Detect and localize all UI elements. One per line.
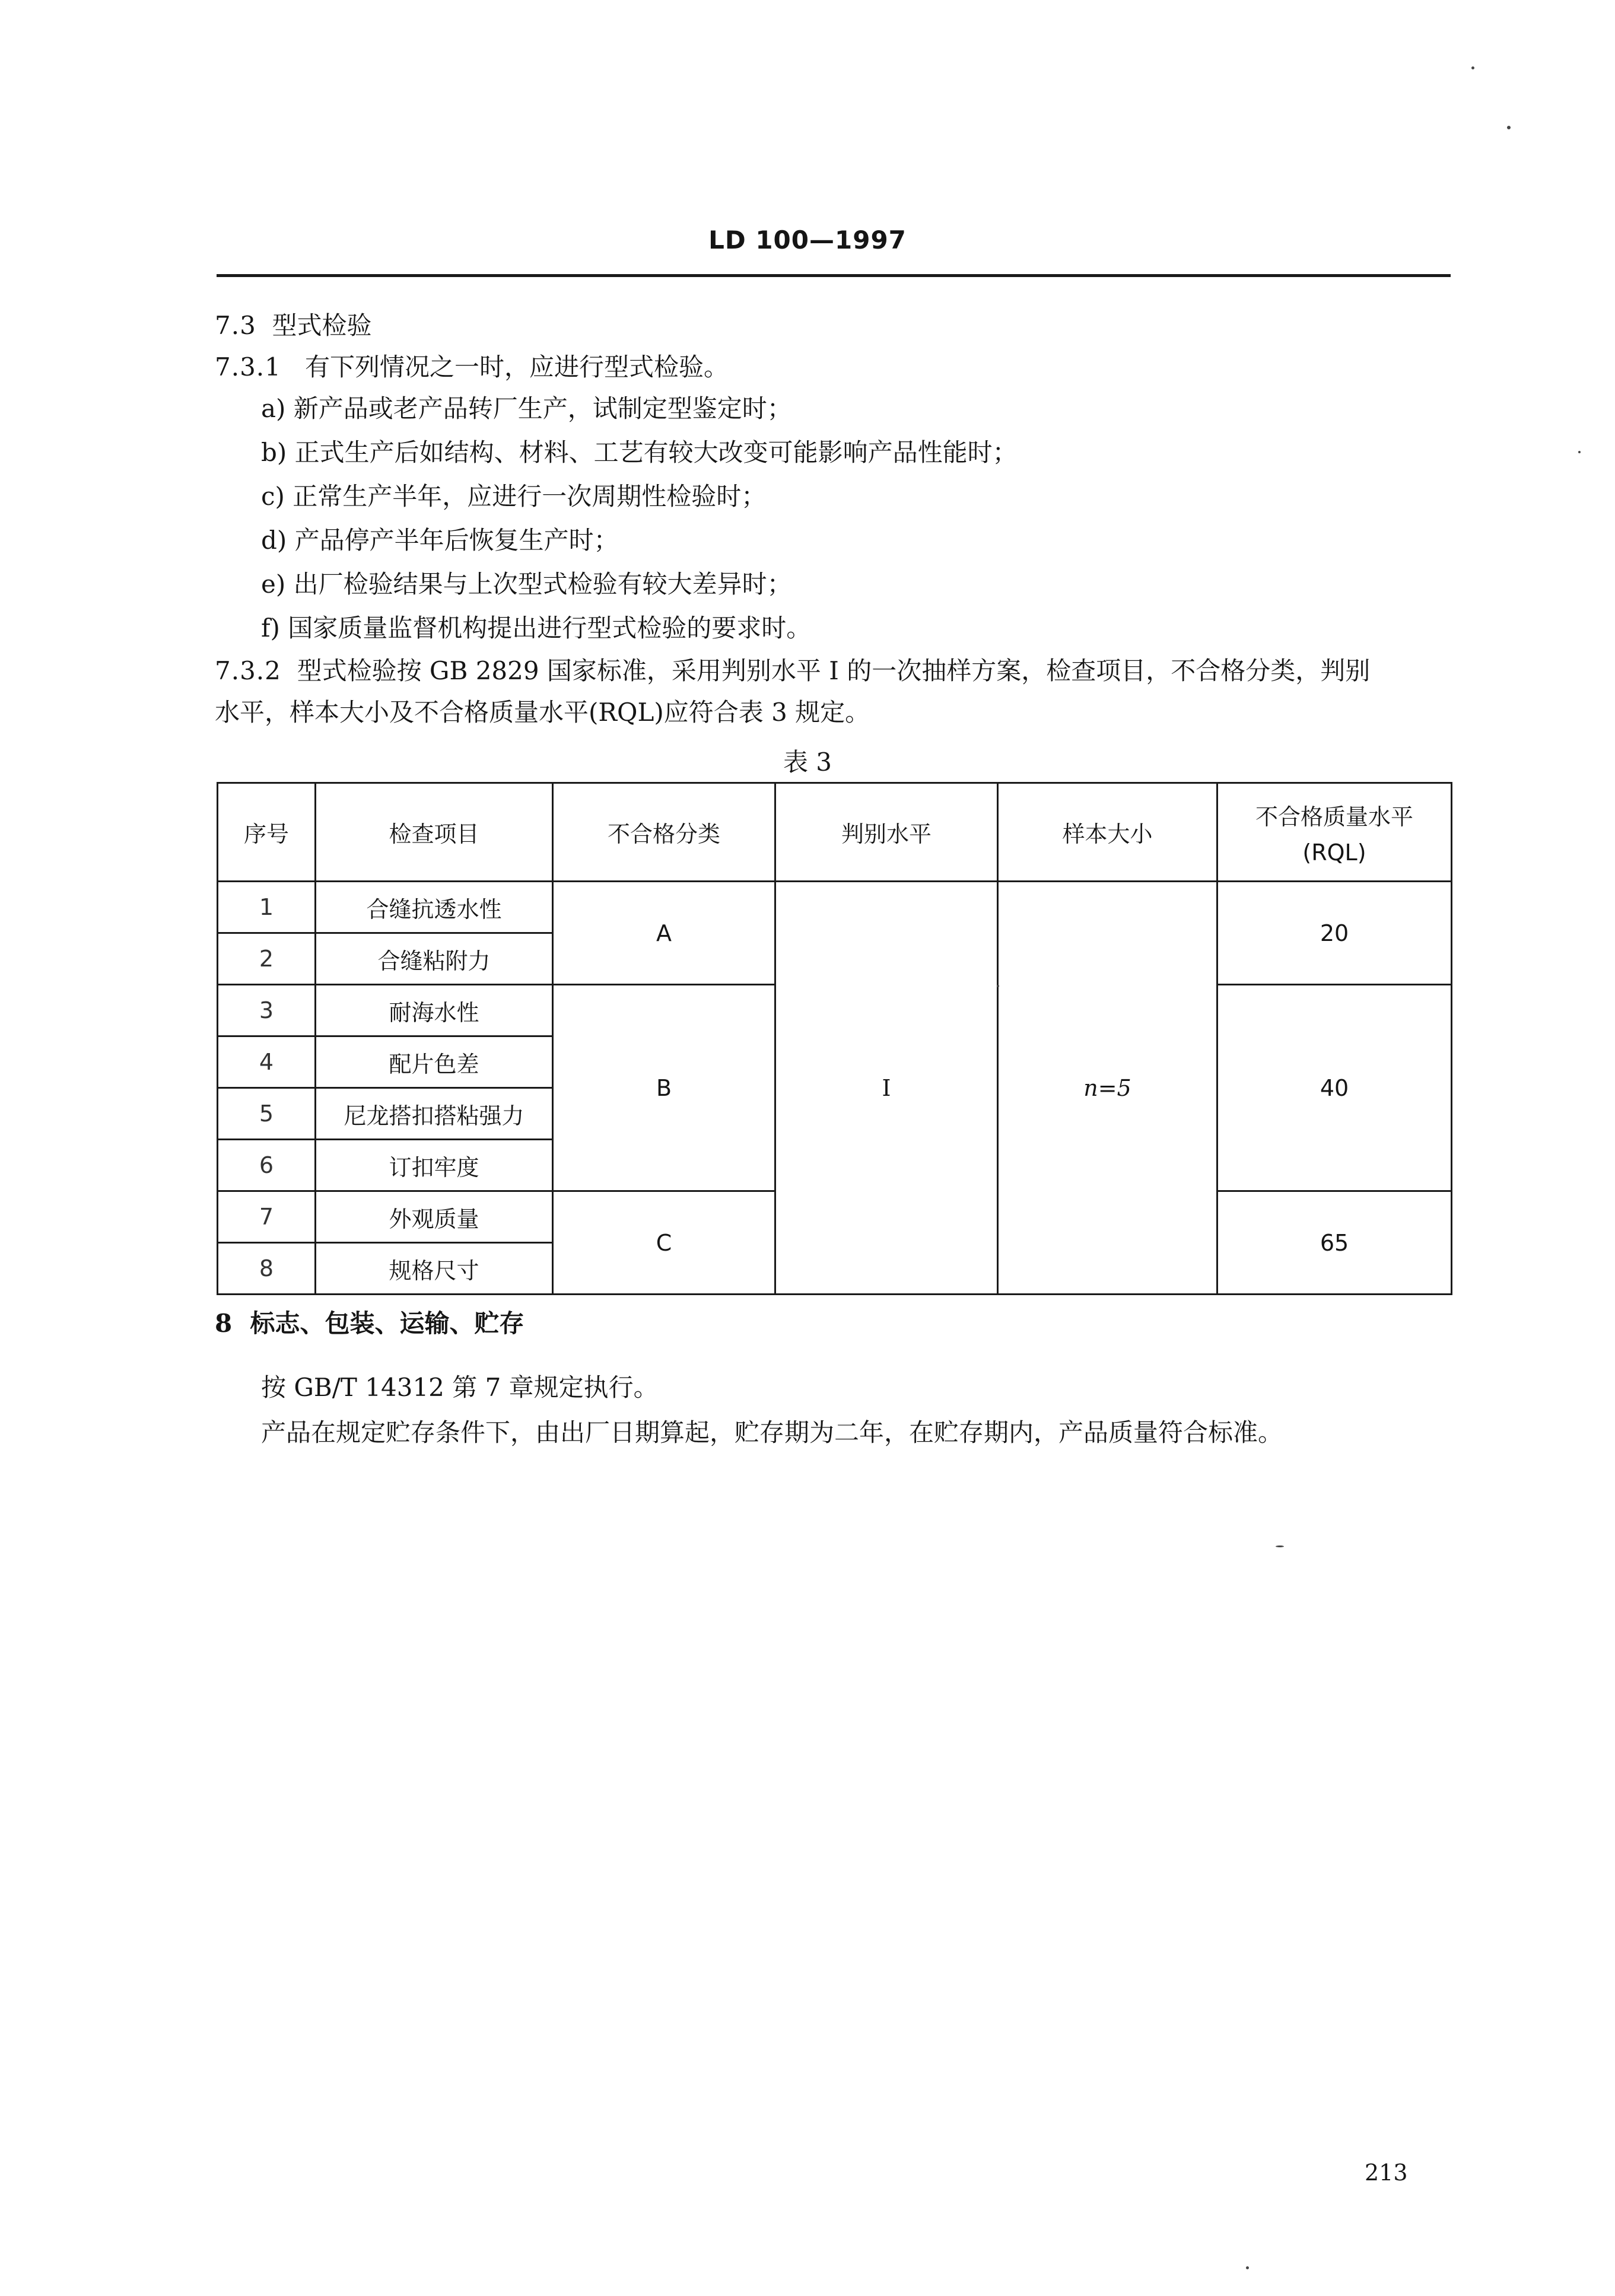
list-label: a) — [261, 394, 286, 423]
list-item-e — [261, 572, 792, 597]
header-sample: 样本大小 — [998, 783, 1217, 882]
list-label: c) — [261, 482, 285, 511]
list-text: 正式生产后如结构、材料、工艺有较大改变可能影响产品性能时； — [294, 438, 1018, 467]
list-item-a — [261, 396, 792, 421]
scan-speck — [1276, 1545, 1284, 1547]
list-text: 正常生产半年，应进行一次周期性检验时； — [293, 482, 767, 511]
table-caption: 表 3 — [783, 748, 832, 777]
row-seq: 3 — [218, 985, 316, 1036]
section-7-3-2-line1 — [215, 656, 1371, 685]
row-seq: 1 — [218, 882, 316, 933]
scan-speck — [1471, 66, 1474, 69]
inspection-table — [217, 782, 1452, 1295]
row-item: 合缝粘附力 — [316, 933, 553, 985]
section-text: 型式检验按 GB 2829 国家标准，采用判别水平 Ⅰ 的一次抽样方案，检查项目，不合格分类，判别 — [297, 656, 1371, 685]
header-rql — [1217, 783, 1452, 882]
section-8-para1: 按 GB/T 14312 第 7 章规定执行。 — [261, 1373, 659, 1402]
list-label: e) — [261, 570, 286, 599]
level-cell: Ⅰ — [775, 882, 998, 1295]
row-item: 外观质量 — [316, 1191, 553, 1243]
section-number: 7.3.2 — [215, 656, 281, 685]
list-label: b) — [261, 438, 287, 467]
row-item: 尼龙搭扣搭粘强力 — [316, 1088, 553, 1140]
section-title: 标志、包装、运输、贮存 — [250, 1309, 524, 1338]
header-category: 不合格分类 — [553, 783, 775, 882]
header-level: 判别水平 — [775, 783, 998, 882]
list-text: 出厂检验结果与上次型式检验有较大差异时； — [293, 570, 792, 599]
list-item-b — [261, 440, 1018, 465]
header-seq: 序号 — [218, 783, 316, 882]
row-seq: 8 — [218, 1243, 316, 1295]
standard-code: LD 100—1997 — [708, 225, 907, 255]
list-text: 产品停产半年后恢复生产时； — [294, 526, 619, 555]
category-cell: A — [553, 882, 775, 985]
section-number: 7.3.1 — [215, 352, 281, 381]
row-seq: 5 — [218, 1088, 316, 1140]
scan-speck — [1507, 126, 1511, 129]
list-item-d — [261, 528, 619, 553]
row-item: 规格尺寸 — [316, 1243, 553, 1295]
category-cell: C — [553, 1191, 775, 1295]
scan-speck — [997, 985, 999, 987]
sample-cell — [998, 882, 1217, 1295]
category-cell: B — [553, 985, 775, 1191]
row-seq: 2 — [218, 933, 316, 985]
list-item-f — [261, 613, 812, 643]
header-item: 检查项目 — [316, 783, 553, 882]
list-text: 国家质量监督机构提出进行型式检验的要求时。 — [288, 613, 812, 643]
row-item: 配片色差 — [316, 1036, 553, 1088]
scan-speck — [1246, 2266, 1249, 2269]
rql-cell: 20 — [1217, 882, 1452, 985]
list-label: d) — [261, 526, 287, 555]
section-title: 型式检验 — [272, 311, 372, 340]
row-item: 耐海水性 — [316, 985, 553, 1036]
rql-cell: 65 — [1217, 1191, 1452, 1295]
list-label: f) — [261, 613, 280, 643]
row-item: 订扣牢度 — [316, 1140, 553, 1191]
row-item: 合缝抗透水性 — [316, 882, 553, 933]
list-item-c — [261, 484, 766, 509]
rql-cell: 40 — [1217, 985, 1452, 1191]
row-seq: 6 — [218, 1140, 316, 1191]
header-rql-line2: (RQL) — [1302, 839, 1366, 866]
section-7-3-1 — [215, 352, 729, 381]
list-text: 新产品或老产品转厂生产，试制定型鉴定时； — [293, 394, 792, 423]
section-8-para2: 产品在规定贮存条件下，由出厂日期算起，贮存期为二年，在贮存期内，产品质量符合标准。 — [261, 1418, 1283, 1447]
section-number: 7.3 — [215, 311, 256, 340]
row-seq: 7 — [218, 1191, 316, 1243]
section-7-3-2-line2: 水平，样本大小及不合格质量水平(RQL)应符合表 3 规定。 — [215, 698, 870, 727]
header-rule — [217, 274, 1451, 277]
section-number: 8 — [215, 1309, 233, 1338]
section-text: 有下列情况之一时，应进行型式检验。 — [304, 352, 729, 381]
header-rql-line1: 不合格质量水平 — [1255, 804, 1413, 830]
row-seq: 4 — [218, 1036, 316, 1088]
section-7-3-heading — [215, 313, 372, 338]
table-row — [218, 882, 1452, 933]
section-8-heading — [215, 1311, 524, 1336]
scan-speck — [1578, 451, 1581, 453]
sample-value: n=5 — [1083, 1074, 1131, 1101]
table-header-row — [218, 783, 1452, 882]
page-number: 213 — [1365, 2160, 1408, 2186]
